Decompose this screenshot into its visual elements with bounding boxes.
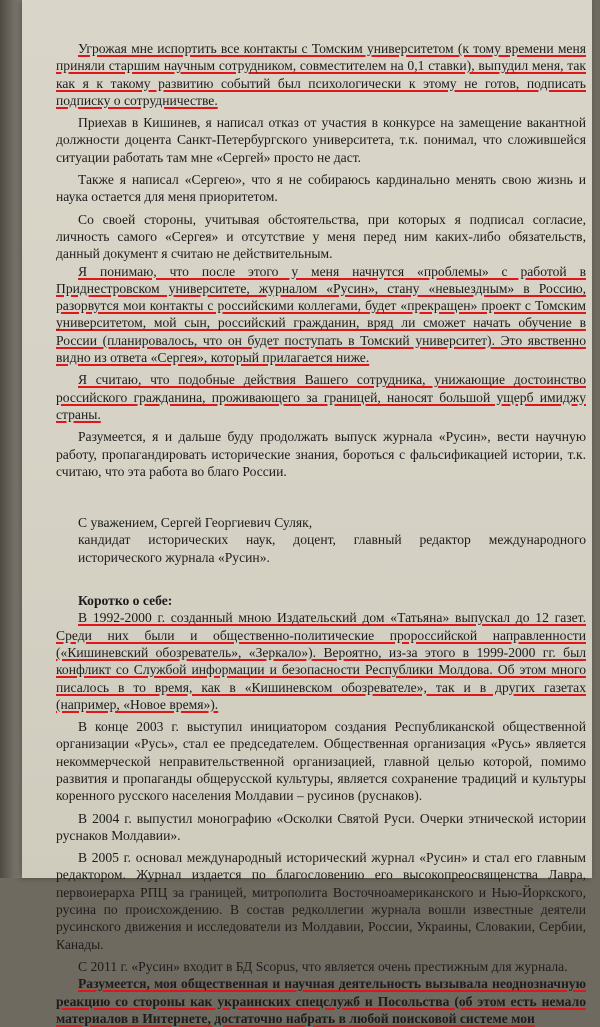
signature-title: кандидат исторических наук, доцент, главный редактор международного исторического журнала «Русин». — [78, 532, 586, 565]
document-page — [56, 40, 586, 1027]
document-sheet — [22, 0, 592, 1026]
paragraph-4: Со своей стороны, учитывая обстоятельства, при которых я подписал согласие, личность самого «Сергея» и отсутствие у меня перед ним каких-либо обязательств, данный документ я считаю не действительным. — [56, 211, 586, 262]
paragraph-3: Также я написал «Сергею», что я не собираюсь кардинально менять свою жизнь и наука остается для меня приоритетом. — [56, 172, 586, 205]
paragraph-7: Разумеется, я и дальше буду продолжать выпуск журнала «Русин», вести научную работу, пропагандировать исторические знания, бороться с фальсификацией истории, т.к. считаю, что эта работа во благо России. — [56, 429, 586, 479]
about-heading: Коротко о себе: — [78, 593, 173, 609]
paragraph-6: Я считаю, что подобные действия Вашего сотрудника, унижающие достоинство российского гражданина, проживающего за границей, наносят большой ущерб имиджу страны. — [56, 372, 586, 422]
about-paragraph-4: В 2005 г. основал международный исторический журнал «Русин» и стал его главным редактором. Журнал издается по благословению его высокопреосвященства Лавра, первоиерарха РПЦ за границей, митрополита Восточноамериканского и Нью-Йоркского, русина по происхождению. В состав редколлегии журнала вошли известные деятели русинского движения и исследователи из Молдавии, России, Украины, Словакии, Сербии, Канады. — [56, 850, 586, 952]
signature-line: С уважением, Сергей Георгиевич Суляк, — [78, 515, 313, 531]
about-paragraph-6: Разумеется, моя общественная и научная деятельность вызывала неоднозначную реакцию со стороны как украинских спецслужб и Посольства (об этом есть немало материалов в Интернете, достаточно набрать в любой поисковой системе мои — [56, 976, 586, 1026]
about-paragraph-5: С 2011 г. «Русин» входит в БД Scopus, что является очень престижным для журнала. — [78, 958, 568, 974]
paragraph-2: Приехав в Кишинев, я написал отказ от участия в конкурсе на замещение вакантной должности доцента Санкт-Петербургского университета, т.к. понимал, что сложившейся ситуации работать там мне «Сергей» просто не даст. — [56, 115, 586, 165]
about-paragraph-1: В 1992-2000 г. созданный мною Издательский дом «Татьяна» выпускал до 12 газет. Среди них были и общественно-политические пророссийской направленности («Кишиневский обозреватель», «Зеркало»). Вероятно, из-за этого в 1999-2000 гг. был конфликт со Службой информации и безопасности Республики Молдова. Об этом много писалось в то время, как в «Кишиневском обозревателе», так и в других газетах (например, «Новое время»). — [56, 610, 586, 712]
about-paragraph-3: В 2004 г. выпустил монографию «Осколки Святой Руси. Очерки этнической истории руснаков Молдавии». — [56, 810, 586, 843]
page-binder-shadow — [0, 0, 22, 878]
about-paragraph-2: В конце 2003 г. выступил инициатором создания Республиканской общественной организации «Русь», стал ее председателем. Общественная организация «Русь» является некоммерческой неправительственной организацией, главной целью которой, помимо развития и пропаганды общерусской культуры, является сохранение традиций и культуры коренного русского населения Молдавии – русинов (руснаков). — [56, 719, 586, 804]
paragraph-1: Угрожая мне испортить все контакты с Томским университетом (к тому времени меня приняли старшим научным сотрудником, совместителем на 0,1 ставки), выпудил меня, так как я к такому развитию событий был психологически к этому не готов, подписать подписку о сотрудничестве. — [56, 41, 586, 108]
paragraph-5: Я понимаю, что после этого у меня начнутся «проблемы» с работой в Приднестровском университете, журналом «Русин», стану «невыездным» в Россию, разорвутся мои контакты с российскими коллегами, будет «прекращен» проект с Томским университетом, мой сын, российский гражданин, вряд ли сможет начать обучение в России (планировалось, что он будет поступать в Томский университет). Это явственно видно из ответа «Сергея», который прилагается ниже. — [56, 263, 586, 366]
